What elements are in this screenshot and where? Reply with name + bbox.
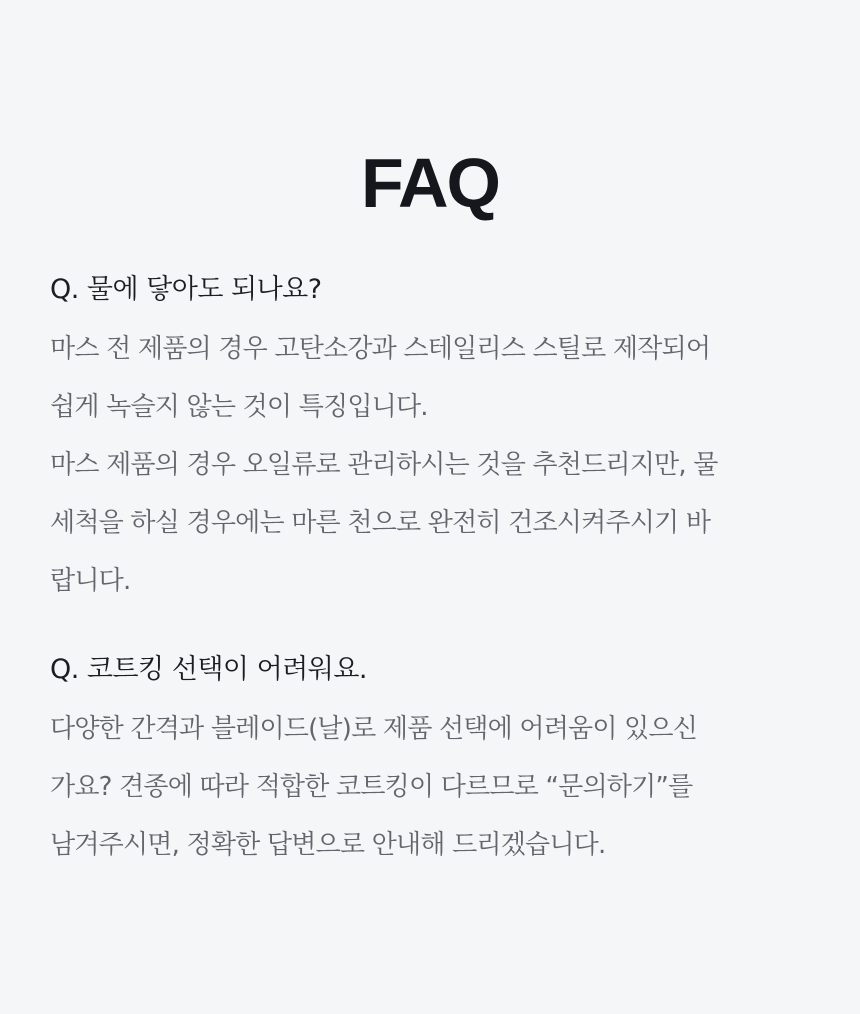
answer-line: 마스 제품의 경우 오일류로 관리하시는 것을 추천드리지만, 물 [50,450,718,480]
faq-item-coating [50,648,820,874]
faq-item-water [50,268,820,610]
answer-line: 랍니다. [50,566,131,596]
page-title: FAQ [361,144,499,222]
faq-answer [50,320,820,610]
answer-line: 남겨주시면, 정확한 답변으로 안내해 드리겠습니다. [50,830,606,860]
answer-line: 쉽게 녹슬지 않는 것이 특징입니다. [50,392,428,422]
faq-question: Q. 코트킹 선택이 어려워요. [50,654,367,685]
faq-answer [50,700,820,874]
faq-question: Q. 물에 닿아도 되나요? [50,274,322,305]
answer-line: 가요? 견종에 따라 적합한 코트킹이 다르므로 “문의하기”를 [50,772,693,802]
answer-line: 세척을 하실 경우에는 마른 천으로 완전히 건조시켜주시기 바 [50,508,711,538]
answer-line: 다양한 간격과 블레이드(날)로 제품 선택에 어려움이 있으신 [50,714,698,744]
answer-line: 마스 전 제품의 경우 고탄소강과 스테일리스 스틸로 제작되어 [50,334,711,364]
